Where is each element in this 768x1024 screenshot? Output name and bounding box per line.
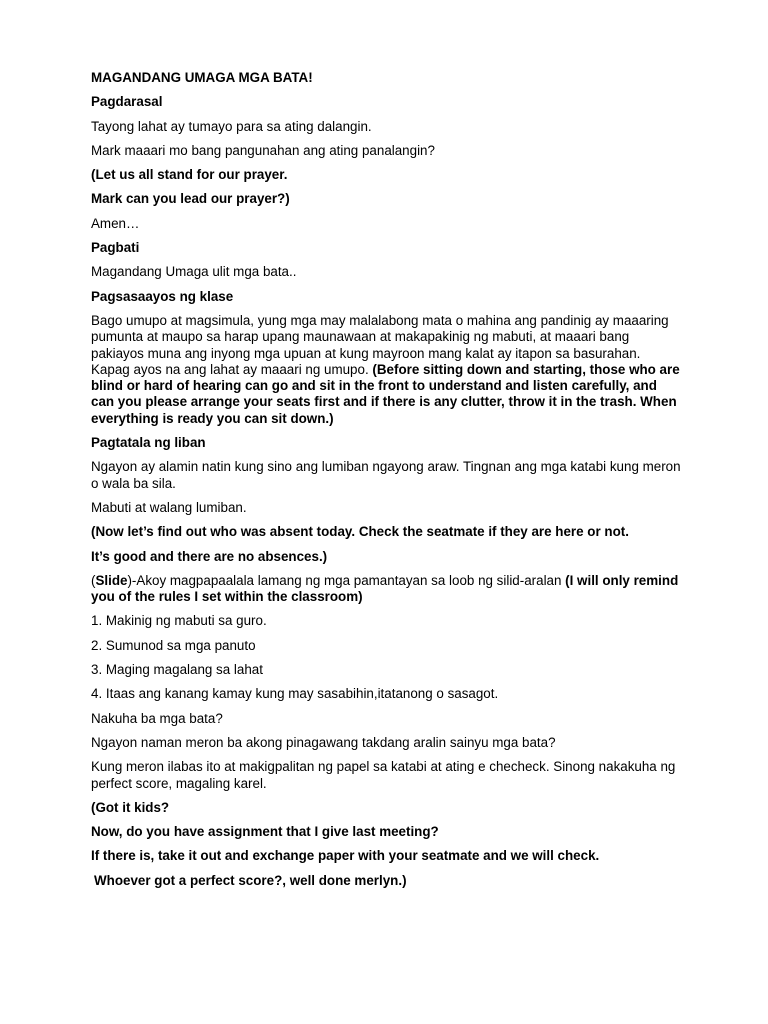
- rule-item: 4. Itaas ang kanang kamay kung may sasabihin,itatanong o sasagot.: [91, 686, 499, 702]
- arrange-tagalog: Bago umupo at magsimula, yung mga may malalabong mata o mahina ang pandinig ay maaaring pumunta at maupo sa harap upang maunawaan at makapakinig ng mabuti, at maaari bang pakiayos muna ang inyong mga upuan at kung mayroon mang kalat ay itapon sa basurahan. Kapag ayos na ang lahat ay maaari ng umupo.: [91, 312, 669, 377]
- heading-pagdarasal: Pagdarasal: [91, 94, 163, 110]
- paragraph-absent-tl: Ngayon ay alamin natin kung sino ang lumiban ngayong araw. Tingnan ang mga katabi kung meron o wala ba sila.: [91, 459, 681, 491]
- paragraph-assignment-tl: Ngayon naman meron ba akong pinagawang takdang aralin sainyu mga bata?: [91, 734, 556, 750]
- slide-tagalog: )-Akoy magpapaalala lamang ng mga pamantayan sa loob ng silid-aralan: [127, 572, 566, 588]
- slide-english: (I will only remind you of the rules I set within the classroom): [91, 572, 679, 605]
- document-body: [91, 70, 681, 897]
- paragraph-got-it-tl: Nakuha ba mga bata?: [91, 710, 223, 726]
- paragraph-arrange: [91, 313, 681, 427]
- rule-item: 1. Makinig ng mabuti sa guro.: [91, 613, 267, 629]
- paragraph-absent-en: (Now let’s find out who was absent today. Check the seatmate if they are here or not.: [91, 524, 629, 540]
- document-title: MAGANDANG UMAGA MGA BATA!: [91, 70, 313, 85]
- slide-open-paren: (: [91, 572, 96, 588]
- paragraph-no-absent-en: It’s good and there are no absences.): [91, 548, 328, 564]
- arrange-english: (Before sitting down and starting, those who are blind or hard of hearing can go and sit in the front to understand and listen carefully, and can you please arrange your seats first and if there is any clutter, throw it in the trash. When everything is ready you can sit down.): [91, 361, 680, 426]
- paragraph-perfect-en: Whoever got a perfect score?, well done merlyn.): [94, 872, 407, 888]
- heading-pagsasaayos: Pagsasaayos ng klase: [91, 288, 234, 304]
- paragraph-slide: [91, 573, 681, 606]
- heading-pagbati: Pagbati: [91, 240, 140, 256]
- paragraph-exchange-tl: Kung meron ilabas ito at makigpalitan ng papel sa katabi at ating e checheck. Sinong nakakuha ng perfect score, magaling karel.: [91, 759, 676, 791]
- paragraph-pray-en-2: Mark can you lead our prayer?): [91, 191, 290, 207]
- rule-item: 3. Maging magalang sa lahat: [91, 662, 263, 678]
- paragraph-pray-2: Mark maaari mo bang pangunahan ang ating panalangin?: [91, 142, 435, 158]
- paragraph-got-it-en: (Got it kids?: [91, 799, 170, 815]
- paragraph-no-absent-tl: Mabuti at walang lumiban.: [91, 499, 247, 515]
- paragraph-exchange-en: If there is, take it out and exchange paper with your seatmate and we will check.: [91, 848, 600, 864]
- paragraph-assignment-en: Now, do you have assignment that I give last meeting?: [91, 824, 439, 840]
- heading-pagtatala: Pagtatala ng liban: [91, 435, 206, 451]
- slide-word: Slide: [95, 572, 128, 588]
- paragraph-pray-en-1: (Let us all stand for our prayer.: [91, 167, 288, 183]
- paragraph-greeting: Magandang Umaga ulit mga bata..: [91, 264, 297, 280]
- paragraph-amen: Amen…: [91, 215, 140, 231]
- rule-item: 2. Sumunod sa mga panuto: [91, 637, 256, 653]
- paragraph-pray-1: Tayong lahat ay tumayo para sa ating dalangin.: [91, 118, 372, 134]
